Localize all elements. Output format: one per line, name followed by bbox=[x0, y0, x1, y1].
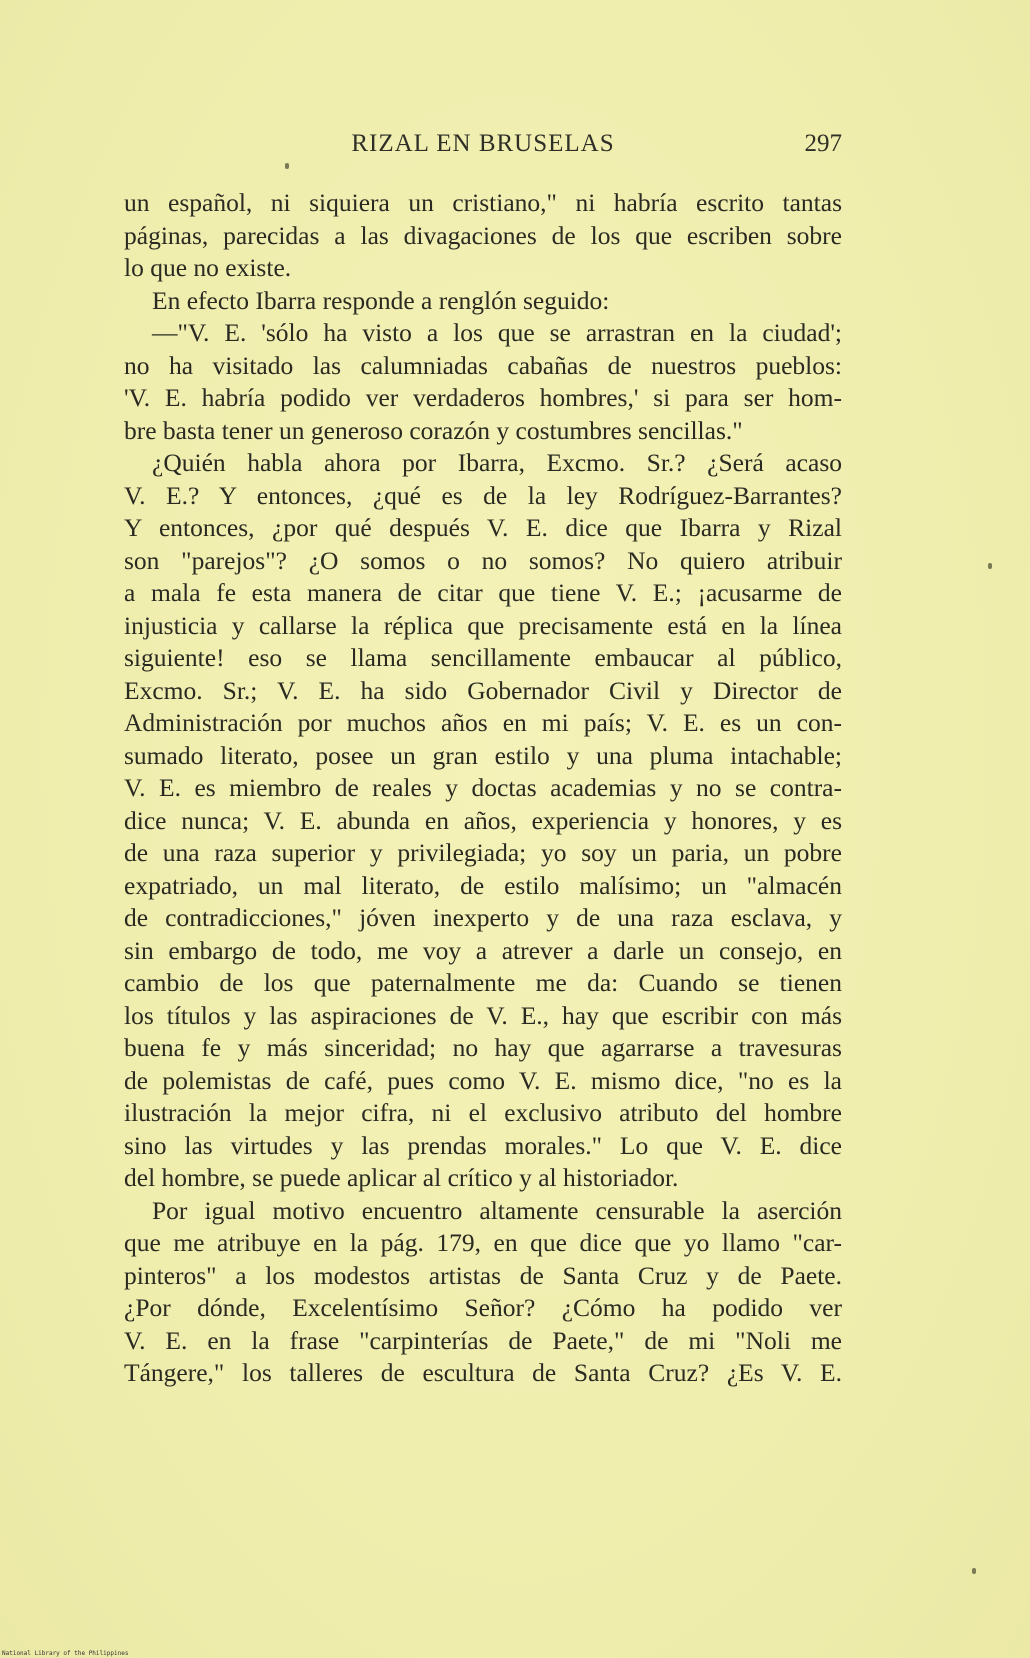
text-line: los títulos y las aspiraciones de V. E., hay que escribir con más bbox=[124, 1000, 842, 1030]
margin-speck bbox=[972, 1568, 976, 1574]
margin-speck bbox=[285, 163, 289, 169]
text-line: que me atribuye en la pág. 179, en que dice que yo llamo "car- bbox=[124, 1228, 842, 1257]
text-line: V. E. en la frase "carpinterías de Paete," de mi "Noli me bbox=[124, 1325, 842, 1355]
running-title: RIZAL EN BRUSELAS bbox=[351, 130, 615, 157]
text-line: ¿Por dónde, Excelentísimo Señor? ¿Cómo ha podido ver bbox=[124, 1293, 842, 1322]
text-line: páginas, parecidas a las divagaciones de los que escriben sobre bbox=[124, 220, 842, 250]
text-line: ¿Quién habla ahora por Ibarra, Excmo. Sr.? ¿Será acaso bbox=[152, 448, 842, 477]
text-line: pinteros" a los modestos artistas de Santa Cruz y de Paete. bbox=[124, 1260, 842, 1290]
text-line: En efecto Ibarra responde a renglón seguido: bbox=[152, 285, 610, 315]
text-line: cambio de los que paternalmente me da: Cuando se tienen bbox=[124, 968, 842, 997]
text-line: expatriado, un mal literato, de estilo malísimo; un "almacén bbox=[124, 870, 842, 900]
text-line: lo que no existe. bbox=[124, 253, 292, 282]
text-line: de una raza superior y privilegiada; yo soy un paria, un pobre bbox=[124, 838, 842, 867]
text-line: un español, ni siquiera un cristiano," ni habría escrito tantas bbox=[124, 188, 842, 217]
text-line: —"V. E. 'sólo ha visto a los que se arrastran en la ciudad'; bbox=[152, 318, 842, 347]
margin-speck bbox=[988, 563, 992, 569]
text-line: Tángere," los talleres de escultura de Santa Cruz? ¿Es V. E. bbox=[124, 1358, 842, 1387]
text-line: Excmo. Sr.; V. E. ha sido Gobernador Civil y Director de bbox=[124, 675, 842, 705]
text-line: Administración por muchos años en mi país; V. E. es un con- bbox=[124, 708, 842, 737]
text-line: dice nunca; V. E. abunda en años, experiencia y honores, y es bbox=[124, 805, 842, 835]
text-line: 'V. E. habría podido ver verdaderos hombres,' si para ser hom- bbox=[124, 383, 842, 412]
text-line: buena fe y más sinceridad; no hay que agarrarse a travesuras bbox=[124, 1033, 842, 1062]
text-line: sino las virtudes y las prendas morales." Lo que V. E. dice bbox=[124, 1130, 842, 1160]
text-line: siguiente! eso se llama sencillamente embaucar al público, bbox=[124, 643, 842, 672]
text-line: Por igual motivo encuentro altamente censurable la aserción bbox=[152, 1195, 842, 1225]
text-line: sin embargo de todo, me voy a atrever a darle un consejo, en bbox=[124, 935, 842, 965]
text-line: ilustración la mejor cifra, ni el exclusivo atributo del hombre bbox=[124, 1098, 842, 1127]
text-line: de contradicciones," jóven inexperto y de una raza esclava, y bbox=[124, 903, 842, 932]
text-line: bre basta tener un generoso corazón y costumbres sencillas." bbox=[124, 415, 743, 445]
text-line: injusticia y callarse la réplica que precisamente está en la línea bbox=[124, 610, 842, 640]
library-credit: National Library of the Philippines bbox=[2, 1650, 129, 1657]
text-line: sumado literato, posee un gran estilo y una pluma intachable; bbox=[124, 740, 842, 770]
page-number: 297 bbox=[804, 130, 842, 157]
text-line: no ha visitado las calumniadas cabañas de nuestros pueblos: bbox=[124, 350, 842, 380]
text-line: V. E. es miembro de reales y doctas academias y no se contra- bbox=[124, 773, 842, 802]
text-line: son "parejos"? ¿O somos o no somos? No quiero atribuir bbox=[124, 545, 842, 575]
page-header bbox=[124, 130, 842, 164]
text-line: a mala fe esta manera de citar que tiene V. E.; ¡acusarme de bbox=[124, 578, 842, 607]
text-line: de polemistas de café, pues como V. E. mismo dice, "no es la bbox=[124, 1065, 842, 1095]
body-text bbox=[124, 187, 842, 1390]
text-line: Y entonces, ¿por qué después V. E. dice que Ibarra y Rizal bbox=[124, 513, 842, 542]
text-line: del hombre, se puede aplicar al crítico y al historiador. bbox=[124, 1163, 679, 1192]
text-line: V. E.? Y entonces, ¿qué es de la ley Rodríguez-Barrantes? bbox=[124, 480, 842, 510]
